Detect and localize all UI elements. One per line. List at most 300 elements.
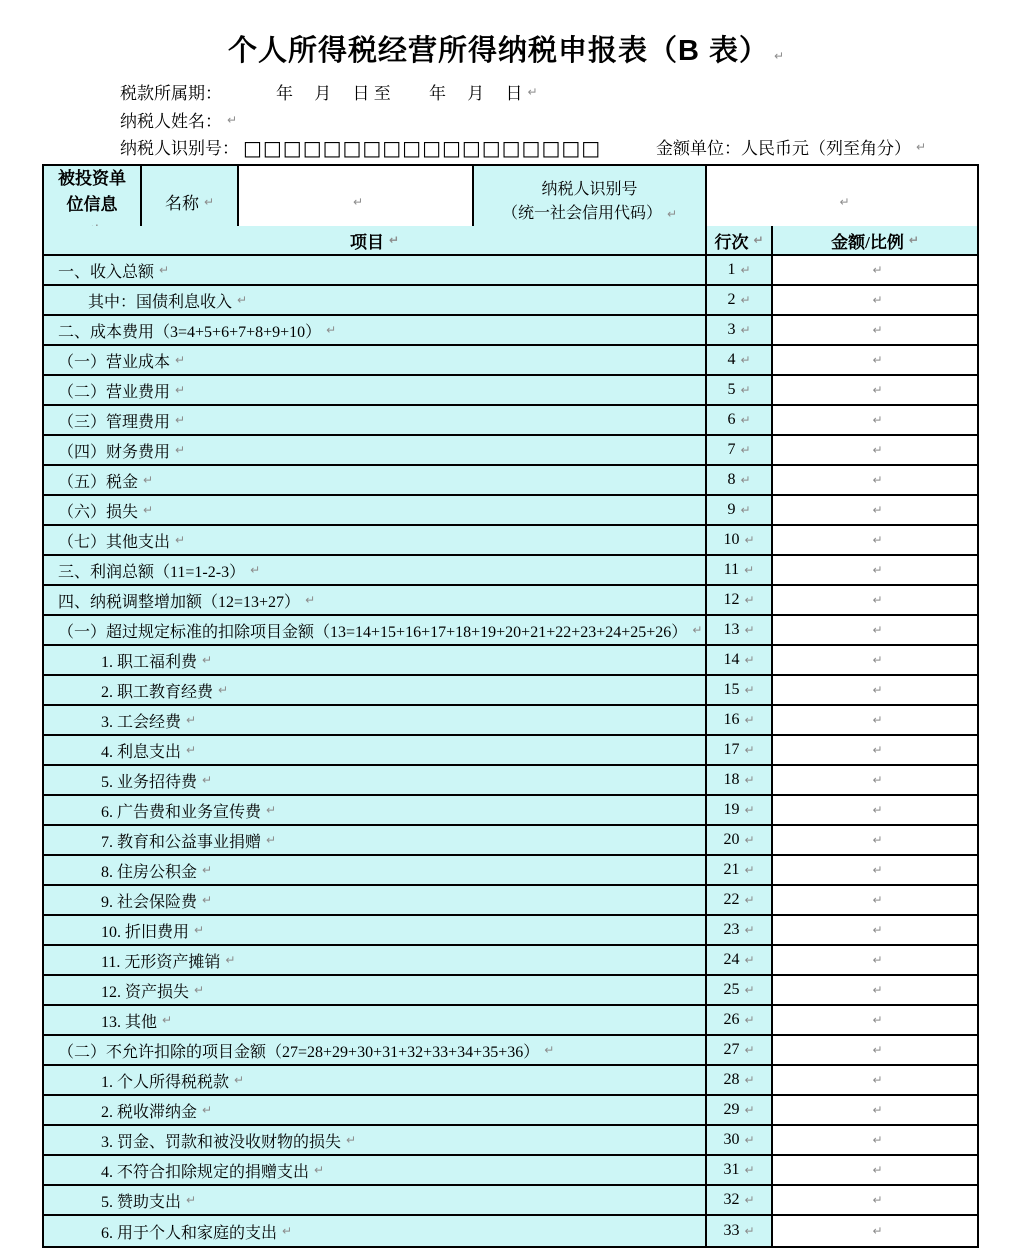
table-row	[44, 1186, 977, 1216]
item-label: 4. 利息支出	[101, 743, 182, 761]
line-number-cell	[707, 916, 773, 946]
investee-taxid-label-line2	[474, 202, 705, 225]
amount-value-cell[interactable]	[773, 1006, 977, 1036]
paragraph-mark: ↵	[218, 683, 229, 697]
paragraph-mark: ↵	[186, 713, 197, 727]
line-number: 31	[723, 1161, 740, 1178]
amount-value-cell[interactable]	[773, 796, 977, 826]
amount-value-cell[interactable]	[773, 1216, 977, 1246]
investee-section-label: 被投资单位信息	[58, 169, 126, 215]
line-number-cell	[707, 736, 773, 766]
item-label: 7. 教育和公益事业捐赠	[101, 833, 262, 851]
item-label: 一、收入总额	[58, 263, 155, 281]
amount-value-cell[interactable]	[773, 1036, 977, 1066]
item-cell	[44, 1066, 707, 1096]
amount-value-cell[interactable]	[773, 736, 977, 766]
amount-value-cell[interactable]	[773, 976, 977, 1006]
paragraph-mark: ↵	[194, 983, 205, 997]
paragraph-mark: ↵	[753, 233, 764, 247]
amount-value-cell[interactable]	[773, 616, 977, 646]
item-label: （二）营业费用	[58, 383, 171, 401]
paragraph-mark: ↵	[872, 803, 883, 817]
paragraph-mark: ↵	[744, 1133, 755, 1147]
line-number-cell	[707, 586, 773, 616]
paragraph-mark: ↵	[346, 1133, 357, 1147]
paragraph-mark: ↵	[916, 139, 927, 154]
paragraph-mark: ↵	[305, 593, 316, 607]
item-cell	[44, 646, 707, 676]
line-number: 8	[727, 471, 736, 488]
item-label: 3. 罚金、罚款和被没收财物的损失	[101, 1133, 342, 1151]
table-rows	[44, 256, 977, 1246]
paragraph-mark: ↵	[326, 323, 337, 337]
item-cell	[44, 946, 707, 976]
table-row	[44, 1006, 977, 1036]
line-number-cell	[707, 886, 773, 916]
tax-form-table	[42, 164, 979, 1248]
amount-value-cell[interactable]	[773, 406, 977, 436]
table-row	[44, 1096, 977, 1126]
line-number-cell	[707, 766, 773, 796]
paragraph-mark: ↵	[872, 983, 883, 997]
line-number-cell	[707, 376, 773, 406]
amount-value-cell[interactable]	[773, 646, 977, 676]
line-number-cell	[707, 1096, 773, 1126]
paragraph-mark: ↵	[740, 473, 751, 487]
line-number-cell	[707, 526, 773, 556]
taxpayer-name-label: 纳税人姓名：	[120, 112, 222, 131]
line-number: 5	[727, 381, 736, 398]
paragraph-mark: ↵	[744, 1224, 755, 1238]
table-row	[44, 1066, 977, 1096]
paragraph-mark: ↵	[388, 233, 400, 247]
item-cell	[44, 466, 707, 496]
paragraph-mark: ↵	[744, 1073, 755, 1087]
line-number-cell	[707, 856, 773, 886]
taxpayer-id-label: 纳税人识别号：	[120, 139, 239, 158]
table-row	[44, 676, 977, 706]
paragraph-mark: ↵	[872, 923, 883, 937]
paragraph-mark: ↵	[740, 263, 751, 277]
paragraph-mark: ↵	[744, 713, 755, 727]
item-cell	[44, 706, 707, 736]
paragraph-mark: ↵	[872, 1073, 883, 1087]
amount-value-cell[interactable]	[773, 1126, 977, 1156]
item-cell	[44, 736, 707, 766]
item-label: （七）其他支出	[58, 533, 171, 551]
paragraph-mark: ↵	[740, 353, 751, 367]
paragraph-mark: ↵	[744, 563, 755, 577]
line-number: 24	[723, 951, 740, 968]
line-number-cell	[707, 556, 773, 586]
table-row	[44, 856, 977, 886]
paragraph-mark: ↵	[872, 1013, 883, 1027]
line-number-cell	[707, 706, 773, 736]
paragraph-mark: ↵	[266, 803, 277, 817]
item-cell	[44, 796, 707, 826]
paragraph-mark: ↵	[202, 893, 213, 907]
paragraph-mark: ↵	[872, 293, 883, 307]
item-cell	[44, 1186, 707, 1216]
item-label: 12. 资产损失	[101, 983, 190, 1001]
line-number: 10	[723, 531, 740, 548]
amount-value-cell[interactable]	[773, 256, 977, 286]
table-row	[44, 706, 977, 736]
paragraph-mark: ↵	[202, 773, 213, 787]
paragraph-mark: ↵	[175, 413, 186, 427]
table-row	[44, 526, 977, 556]
line-number: 18	[723, 771, 740, 788]
investee-name-label: 名称	[164, 194, 199, 214]
paragraph-mark: ↵	[744, 1043, 755, 1057]
item-label: 11. 无形资产摊销	[101, 953, 221, 971]
paragraph-mark: ↵	[175, 353, 186, 367]
amount-value-cell[interactable]	[773, 436, 977, 466]
paragraph-mark: ↵	[872, 713, 883, 727]
paragraph-mark: ↵	[740, 413, 751, 427]
line-number-cell	[707, 646, 773, 676]
paragraph-mark: ↵	[872, 773, 883, 787]
item-label: 其中：国债利息收入	[88, 293, 233, 311]
paragraph-mark: ↵	[872, 1043, 883, 1057]
table-row	[44, 586, 977, 616]
amount-value-cell[interactable]	[773, 316, 977, 346]
paragraph-mark: ↵	[872, 563, 883, 577]
line-number: 16	[723, 711, 740, 728]
item-label: 4. 不符合扣除规定的捐赠支出	[101, 1163, 310, 1181]
paragraph-mark: ↵	[250, 563, 261, 577]
item-cell	[44, 856, 707, 886]
amount-value-cell[interactable]	[773, 346, 977, 376]
item-cell	[44, 376, 707, 406]
column-header-line-no	[707, 226, 773, 256]
column-header-amount	[773, 226, 977, 256]
table-row	[44, 316, 977, 346]
paragraph-mark: ↵	[175, 443, 186, 457]
investee-taxid-label-line1: 纳税人识别号	[541, 181, 638, 199]
item-cell	[44, 1216, 707, 1246]
line-number-cell	[707, 1156, 773, 1186]
amount-value-cell[interactable]	[773, 586, 977, 616]
paragraph-mark: ↵	[744, 1103, 755, 1117]
paragraph-mark: ↵	[744, 893, 755, 907]
paragraph-mark: ↵	[186, 743, 197, 757]
paragraph-mark: ↵	[744, 773, 755, 787]
item-cell	[44, 496, 707, 526]
line-number: 30	[723, 1131, 740, 1148]
amount-value-cell[interactable]	[773, 916, 977, 946]
item-cell	[44, 616, 707, 646]
paragraph-mark: ↵	[159, 263, 170, 277]
item-cell	[44, 766, 707, 796]
line-number: 23	[723, 921, 740, 938]
paragraph-mark: ↵	[872, 623, 883, 637]
paragraph-mark: ↵	[872, 1193, 883, 1207]
paragraph-mark: ↵	[143, 473, 154, 487]
column-header-row	[44, 226, 977, 256]
paragraph-mark: ↵	[225, 953, 236, 967]
column-header-item-label: 项目	[349, 232, 384, 252]
taxpayer-name-line	[120, 107, 237, 132]
amount-value-cell[interactable]	[773, 1096, 977, 1126]
column-header-line-label: 行次	[714, 232, 749, 252]
paragraph-mark: ↵	[352, 194, 364, 209]
tax-period-line	[120, 79, 538, 104]
paragraph-mark: ↵	[744, 983, 755, 997]
line-number-cell	[707, 976, 773, 1006]
line-number-cell	[707, 616, 773, 646]
line-number: 11	[723, 561, 740, 578]
table-row	[44, 766, 977, 796]
item-label: 8. 住房公积金	[101, 863, 198, 881]
table-row	[44, 286, 977, 316]
amount-value-cell[interactable]	[773, 496, 977, 526]
line-number: 21	[723, 861, 740, 878]
item-cell	[44, 526, 707, 556]
paragraph-mark: ↵	[186, 1193, 197, 1207]
paragraph-mark: ↵	[872, 473, 883, 487]
tax-period-blanks[interactable]: 年 月 日 至 年 月 日	[276, 84, 523, 103]
paragraph-mark: ↵	[872, 533, 883, 547]
line-number-cell	[707, 1036, 773, 1066]
paragraph-mark: ↵	[202, 1103, 213, 1117]
table-row	[44, 496, 977, 526]
paragraph-mark: ↵	[175, 533, 186, 547]
item-label: （一）营业成本	[58, 353, 171, 371]
line-number-cell	[707, 826, 773, 856]
table-row	[44, 406, 977, 436]
amount-value-cell[interactable]	[773, 856, 977, 886]
paragraph-mark: ↵	[872, 263, 883, 277]
paragraph-mark: ↵	[666, 206, 678, 221]
table-row	[44, 346, 977, 376]
item-cell	[44, 406, 707, 436]
paragraph-mark: ↵	[872, 383, 883, 397]
paragraph-mark: ↵	[872, 413, 883, 427]
paragraph-mark: ↵	[194, 923, 205, 937]
item-cell	[44, 436, 707, 466]
paragraph-mark: ↵	[872, 1133, 883, 1147]
item-cell	[44, 826, 707, 856]
investee-taxid-label-line2-text: （统一社会信用代码）	[501, 204, 662, 222]
line-number: 1	[727, 261, 736, 278]
table-row	[44, 256, 977, 286]
tax-period-label: 税款所属期：	[120, 84, 222, 103]
paragraph-mark: ↵	[740, 443, 751, 457]
line-number: 20	[723, 831, 740, 848]
table-row	[44, 376, 977, 406]
line-number: 3	[727, 321, 736, 338]
line-number-cell	[707, 796, 773, 826]
line-number: 26	[723, 1011, 740, 1028]
item-label: 6. 用于个人和家庭的支出	[101, 1224, 278, 1242]
table-row	[44, 616, 977, 646]
paragraph-mark: ↵	[744, 803, 755, 817]
paragraph-mark: ↵	[872, 653, 883, 667]
paragraph-mark: ↵	[744, 1163, 755, 1177]
table-row	[44, 946, 977, 976]
paragraph-mark: ↵	[872, 353, 883, 367]
item-label: 四、纳税调整增加额（12=13+27）	[58, 593, 301, 611]
item-cell	[44, 1156, 707, 1186]
paragraph-mark: ↵	[872, 593, 883, 607]
table-row	[44, 1216, 977, 1246]
line-number: 33	[723, 1222, 740, 1239]
paragraph-mark: ↵	[872, 833, 883, 847]
line-number-cell	[707, 316, 773, 346]
item-label: 三、利润总额（11=1-2-3）	[58, 563, 246, 581]
amount-value-cell[interactable]	[773, 1186, 977, 1216]
line-number: 4	[727, 351, 736, 368]
amount-value-cell[interactable]	[773, 526, 977, 556]
paragraph-mark: ↵	[872, 863, 883, 877]
line-number-cell	[707, 1006, 773, 1036]
item-label: （三）管理费用	[58, 413, 171, 431]
paragraph-mark: ↵	[203, 194, 215, 209]
item-cell	[44, 916, 707, 946]
table-row	[44, 826, 977, 856]
amount-value-cell[interactable]	[773, 376, 977, 406]
item-label: 1. 个人所得税税款	[101, 1073, 230, 1091]
item-cell	[44, 676, 707, 706]
paragraph-mark: ↵	[744, 743, 755, 757]
line-number-cell	[707, 1186, 773, 1216]
item-label: 二、成本费用（3=4+5+6+7+8+9+10）	[58, 323, 322, 341]
column-header-amount-label: 金额/比例	[831, 232, 904, 252]
paragraph-mark: ↵	[744, 1013, 755, 1027]
paragraph-mark: ↵	[744, 833, 755, 847]
line-number: 22	[723, 891, 740, 908]
item-label: 10. 折旧费用	[101, 923, 190, 941]
line-number: 19	[723, 801, 740, 818]
paragraph-mark: ↵	[744, 653, 755, 667]
line-number: 17	[723, 741, 740, 758]
table-row	[44, 796, 977, 826]
paragraph-mark: ↵	[692, 623, 703, 637]
item-cell	[44, 256, 707, 286]
line-number: 15	[723, 681, 740, 698]
paragraph-mark: ↵	[872, 443, 883, 457]
paragraph-mark: ↵	[202, 653, 213, 667]
paragraph-mark: ↵	[872, 683, 883, 697]
item-cell	[44, 976, 707, 1006]
table-row	[44, 646, 977, 676]
line-number-cell	[707, 256, 773, 286]
line-number: 2	[727, 291, 736, 308]
item-label: 1. 职工福利费	[101, 653, 198, 671]
amount-value-cell[interactable]	[773, 556, 977, 586]
amount-value-cell[interactable]	[773, 886, 977, 916]
item-label: 5. 业务招待费	[101, 773, 198, 791]
paragraph-mark: ↵	[237, 293, 248, 307]
table-row	[44, 736, 977, 766]
paragraph-mark: ↵	[872, 893, 883, 907]
paragraph-mark: ↵	[314, 1163, 325, 1177]
paragraph-mark: ↵	[234, 1073, 245, 1087]
paragraph-mark: ↵	[740, 293, 751, 307]
line-number: 9	[727, 501, 736, 518]
paragraph-mark: ↵	[227, 112, 238, 127]
amount-value-cell[interactable]	[773, 286, 977, 316]
paragraph-mark: ↵	[872, 743, 883, 757]
line-number: 27	[723, 1041, 740, 1058]
amount-value-cell[interactable]	[773, 1156, 977, 1186]
item-label: 2. 职工教育经费	[101, 683, 214, 701]
item-cell	[44, 1126, 707, 1156]
taxpayer-id-input-boxes[interactable]: □□□□□□□□□□□□□□□□□□	[243, 135, 602, 160]
paragraph-mark: ↵	[872, 1163, 883, 1177]
line-number: 32	[723, 1191, 740, 1208]
paragraph-mark: ↵	[872, 1224, 883, 1238]
line-number-cell	[707, 466, 773, 496]
line-number-cell	[707, 676, 773, 706]
investee-info-row	[44, 166, 977, 226]
line-number: 7	[727, 441, 736, 458]
item-label: 2. 税收滞纳金	[101, 1103, 198, 1121]
item-cell	[44, 1096, 707, 1126]
item-label: 13. 其他	[101, 1013, 158, 1031]
item-label: （六）损失	[58, 503, 139, 521]
paragraph-mark: ↵	[773, 49, 785, 63]
table-row	[44, 1156, 977, 1186]
table-row	[44, 916, 977, 946]
line-number: 13	[723, 621, 740, 638]
paragraph-mark: ↵	[740, 383, 751, 397]
amount-value-cell[interactable]	[773, 676, 977, 706]
currency-unit-note	[656, 134, 926, 159]
item-cell	[44, 286, 707, 316]
item-cell	[44, 1036, 707, 1066]
item-label: （一）超过规定标准的扣除项目金额（13=14+15+16+17+18+19+20+21+22+23+24+25+26）	[58, 623, 688, 641]
amount-value-cell[interactable]	[773, 466, 977, 496]
amount-value-cell[interactable]	[773, 826, 977, 856]
item-cell	[44, 1006, 707, 1036]
amount-value-cell[interactable]	[773, 946, 977, 976]
item-cell	[44, 586, 707, 616]
paragraph-mark: ↵	[740, 503, 751, 517]
item-label: （五）税金	[58, 473, 139, 491]
line-number: 25	[723, 981, 740, 998]
item-cell	[44, 886, 707, 916]
paragraph-mark: ↵	[908, 233, 919, 247]
amount-value-cell[interactable]	[773, 1066, 977, 1096]
line-number-cell	[707, 1126, 773, 1156]
paragraph-mark: ↵	[872, 1103, 883, 1117]
paragraph-mark: ↵	[744, 953, 755, 967]
item-label: 5. 赞助支出	[101, 1193, 182, 1211]
amount-value-cell[interactable]	[773, 766, 977, 796]
page-title: 个人所得税经营所得纳税申报表（B 表）	[227, 35, 769, 67]
line-number-cell	[707, 1216, 773, 1246]
paragraph-mark: ↵	[744, 863, 755, 877]
currency-unit-text: 金额单位：人民币元（列至角分）	[656, 139, 911, 158]
paragraph-mark: ↵	[202, 863, 213, 877]
paragraph-mark: ↵	[744, 923, 755, 937]
item-label: 9. 社会保险费	[101, 893, 198, 911]
paragraph-mark: ↵	[744, 623, 755, 637]
table-row	[44, 556, 977, 586]
line-number-cell	[707, 406, 773, 436]
paragraph-mark: ↵	[744, 1193, 755, 1207]
item-label: （四）财务费用	[58, 443, 171, 461]
paragraph-mark: ↵	[872, 503, 883, 517]
paragraph-mark: ↵	[872, 323, 883, 337]
table-row	[44, 1036, 977, 1066]
paragraph-mark: ↵	[744, 593, 755, 607]
amount-value-cell[interactable]	[773, 706, 977, 736]
table-row	[44, 1126, 977, 1156]
column-header-item	[44, 226, 707, 256]
